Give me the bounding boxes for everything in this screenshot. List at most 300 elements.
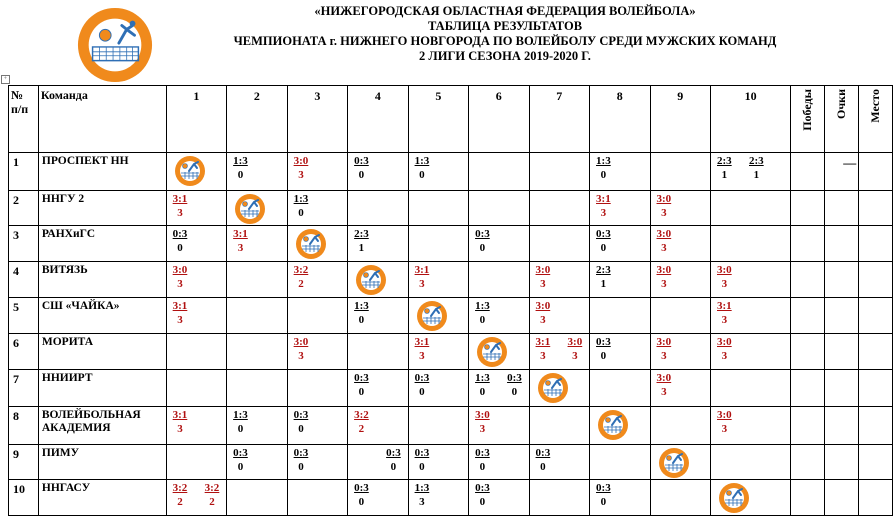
result-cell — [348, 191, 408, 226]
result-cell — [529, 480, 589, 516]
volleyball-icon — [174, 155, 206, 187]
col-header-opponent: 8 — [590, 86, 650, 153]
col-header-opponent: 6 — [469, 86, 529, 153]
result-cell — [650, 191, 710, 226]
set-score: 3:1 — [414, 264, 430, 276]
result-cell — [408, 370, 468, 407]
match-score — [536, 300, 551, 326]
match-score — [475, 228, 490, 254]
match-points: 0 — [298, 423, 304, 435]
match-score — [596, 482, 611, 508]
match-points: 0 — [419, 386, 425, 398]
match-score — [173, 409, 188, 435]
result-cell — [529, 407, 589, 445]
table-row — [9, 445, 893, 480]
set-score: 3:0 — [656, 264, 672, 276]
match-points: 0 — [390, 461, 397, 473]
match-score — [596, 336, 611, 362]
col-header-team: Команда — [38, 86, 166, 153]
result-cell — [348, 445, 408, 480]
points-cell — [825, 370, 859, 407]
match-score — [749, 155, 764, 181]
match-score — [717, 409, 732, 435]
row-number: 10 — [9, 480, 39, 516]
result-cell — [287, 334, 347, 370]
set-score: 1:3 — [596, 155, 611, 167]
result-cell — [227, 334, 287, 370]
match-score — [475, 372, 490, 398]
row-number: 2 — [9, 191, 39, 226]
wins-cell — [791, 226, 825, 262]
result-cell — [590, 407, 650, 445]
set-score: 3:0 — [475, 409, 490, 421]
results-body — [9, 153, 893, 516]
set-score: 0:3 — [354, 372, 369, 384]
wins-cell — [791, 262, 825, 298]
points-cell — [825, 191, 859, 226]
match-score — [205, 482, 220, 508]
col-header-num: № п/п — [9, 86, 39, 153]
match-points: 3 — [600, 207, 607, 219]
team-name: ННГУ 2 — [38, 191, 166, 226]
wins-cell — [791, 153, 825, 191]
points-cell — [825, 226, 859, 262]
set-score: 2:3 — [596, 264, 611, 276]
table-row — [9, 153, 893, 191]
match-points: 2 — [209, 496, 215, 508]
match-points: 0 — [600, 496, 607, 508]
match-score — [536, 447, 551, 473]
set-score: 3:1 — [172, 193, 188, 205]
match-points: 3 — [177, 207, 183, 219]
result-cell — [166, 298, 226, 334]
wins-cell — [791, 334, 825, 370]
header-title: «НИЖЕГОРОДСКАЯ ОБЛАСТНАЯ ФЕДЕРАЦИЯ ВОЛЕЙБОЛА» — [314, 4, 696, 18]
result-cell — [650, 480, 710, 516]
result-cell — [529, 298, 589, 334]
place-cell — [859, 153, 893, 191]
result-cell — [650, 153, 710, 191]
match-score — [717, 264, 732, 290]
result-cell — [469, 298, 529, 334]
set-score: 3:1 — [233, 228, 248, 240]
match-score — [475, 300, 490, 326]
result-cell — [408, 445, 468, 480]
result-cell — [227, 191, 287, 226]
match-score — [657, 336, 672, 362]
header-championship: ЧЕМПИОНАТА г. НИЖНЕГО НОВГОРОДА ПО ВОЛЕЙБОЛУ СРЕДИ МУЖСКИХ КОМАНД — [233, 34, 777, 48]
result-cell — [711, 370, 791, 407]
set-score: 0:3 — [172, 228, 188, 240]
match-points: 0 — [479, 386, 486, 398]
match-score — [173, 264, 188, 290]
match-points: 0 — [600, 350, 607, 362]
result-cell — [469, 153, 529, 191]
team-name: ВОЛЕЙБОЛЬНАЯ АКАДЕМИЯ — [38, 407, 166, 445]
match-score — [233, 155, 248, 181]
result-cell — [590, 370, 650, 407]
set-score: 3:0 — [535, 300, 551, 312]
match-score — [596, 193, 611, 219]
col-header-place: Место — [859, 86, 893, 153]
match-points: 3 — [177, 314, 183, 326]
result-cell — [166, 334, 226, 370]
result-cell — [348, 298, 408, 334]
row-number: 9 — [9, 445, 39, 480]
match-points: 3 — [661, 278, 667, 290]
row-number: 5 — [9, 298, 39, 334]
result-cell — [590, 334, 650, 370]
set-score: 0:3 — [596, 482, 611, 494]
match-score — [415, 155, 430, 181]
match-points: 0 — [419, 461, 425, 473]
place-cell — [859, 226, 893, 262]
match-points: 3 — [419, 350, 425, 362]
set-score: 2:3 — [354, 228, 369, 240]
set-score: 3:0 — [656, 228, 672, 240]
row-number: 6 — [9, 334, 39, 370]
result-cell — [348, 370, 408, 407]
wins-cell — [791, 480, 825, 516]
result-cell — [650, 262, 710, 298]
result-cell — [408, 407, 468, 445]
match-points: 0 — [479, 496, 486, 508]
match-points: 3 — [540, 278, 546, 290]
result-cell — [227, 262, 287, 298]
match-score — [596, 264, 611, 290]
place-cell — [859, 480, 893, 516]
result-cell — [287, 153, 347, 191]
result-cell — [408, 191, 468, 226]
result-cell — [590, 153, 650, 191]
result-cell — [650, 226, 710, 262]
match-score — [173, 300, 188, 326]
set-score: 0:3 — [354, 482, 369, 494]
table-move-handle-icon[interactable]: + — [1, 75, 10, 84]
set-score: 0:3 — [475, 228, 490, 240]
match-points: 0 — [237, 169, 244, 181]
match-score — [717, 300, 732, 326]
match-points: 3 — [298, 169, 304, 181]
set-score: 3:2 — [354, 409, 369, 421]
match-score — [354, 409, 369, 435]
result-cell — [408, 334, 468, 370]
place-cell — [859, 407, 893, 445]
result-cell — [590, 445, 650, 480]
team-name: МОРИТА — [38, 334, 166, 370]
header-subtitle: ТАБЛИЦА РЕЗУЛЬТАТОВ — [427, 19, 583, 33]
match-points: 0 — [298, 461, 304, 473]
match-points: 3 — [419, 496, 425, 508]
team-name: ННГАСУ — [38, 480, 166, 516]
result-cell — [287, 226, 347, 262]
result-cell — [287, 370, 347, 407]
result-cell — [408, 298, 468, 334]
set-score: 3:1 — [535, 336, 551, 348]
match-points: 0 — [419, 169, 425, 181]
results-table — [8, 85, 893, 516]
result-cell — [469, 334, 529, 370]
table-row — [9, 262, 893, 298]
match-score — [596, 155, 611, 181]
points-cell — [825, 153, 859, 191]
match-points: 3 — [177, 278, 183, 290]
match-points: 0 — [358, 314, 365, 326]
team-name: ННИИРТ — [38, 370, 166, 407]
match-score — [415, 264, 430, 290]
match-score — [536, 336, 551, 362]
result-cell — [711, 153, 791, 191]
match-score — [354, 228, 369, 254]
result-cell — [590, 262, 650, 298]
match-points: 3 — [479, 423, 486, 435]
table-row — [9, 407, 893, 445]
set-score: 0:3 — [475, 482, 490, 494]
result-cell — [469, 226, 529, 262]
set-score: 1:3 — [475, 300, 490, 312]
match-score — [507, 372, 522, 398]
place-cell — [859, 262, 893, 298]
result-cell — [650, 445, 710, 480]
match-points: 3 — [721, 423, 728, 435]
match-points: 3 — [721, 278, 728, 290]
table-header-row — [9, 86, 893, 153]
match-score — [173, 193, 188, 219]
result-cell — [227, 445, 287, 480]
match-score — [354, 155, 369, 181]
place-cell — [859, 298, 893, 334]
match-points: 1 — [358, 242, 365, 254]
place-cell — [859, 191, 893, 226]
set-score: 3:0 — [535, 264, 551, 276]
col-header-opponent: 2 — [227, 86, 287, 153]
set-score: 3:0 — [717, 264, 732, 276]
page-header — [160, 4, 850, 64]
result-cell — [650, 407, 710, 445]
col-header-opponent: 3 — [287, 86, 347, 153]
points-value: — — [843, 155, 857, 170]
set-score: 0:3 — [386, 447, 401, 459]
result-cell — [408, 262, 468, 298]
match-score — [386, 447, 401, 473]
result-cell — [227, 370, 287, 407]
set-score: 0:3 — [535, 447, 551, 459]
result-cell — [348, 153, 408, 191]
set-score: 1:3 — [475, 372, 490, 384]
set-score: 0:3 — [596, 336, 611, 348]
row-number: 3 — [9, 226, 39, 262]
set-score: 1:3 — [233, 409, 248, 421]
set-score: 3:1 — [172, 409, 188, 421]
result-cell — [287, 407, 347, 445]
result-cell — [590, 298, 650, 334]
result-cell — [408, 153, 468, 191]
points-cell — [825, 480, 859, 516]
result-cell — [408, 480, 468, 516]
match-points: 0 — [479, 461, 486, 473]
team-name: ВИТЯЗЬ — [38, 262, 166, 298]
match-score — [294, 447, 309, 473]
table-row — [9, 298, 893, 334]
set-score: 1:3 — [414, 482, 430, 494]
set-score: 1:3 — [293, 193, 309, 205]
result-cell — [287, 191, 347, 226]
wins-cell — [791, 191, 825, 226]
result-cell — [469, 370, 529, 407]
result-cell — [650, 298, 710, 334]
place-cell — [859, 370, 893, 407]
federation-logo-icon — [76, 6, 154, 84]
volleyball-icon — [658, 447, 690, 479]
match-score — [475, 447, 490, 473]
points-cell — [825, 407, 859, 445]
result-cell — [529, 262, 589, 298]
result-cell — [227, 298, 287, 334]
match-points: 0 — [511, 386, 518, 398]
result-cell — [166, 407, 226, 445]
match-points: 3 — [419, 278, 425, 290]
result-cell — [711, 226, 791, 262]
match-score — [657, 372, 672, 398]
match-score — [294, 264, 309, 290]
result-cell — [287, 480, 347, 516]
result-cell — [227, 226, 287, 262]
match-score — [294, 336, 309, 362]
result-cell — [287, 262, 347, 298]
table-row — [9, 370, 893, 407]
result-cell — [348, 262, 408, 298]
set-score: 3:0 — [567, 336, 583, 348]
match-score — [233, 447, 248, 473]
match-points: 0 — [358, 496, 365, 508]
result-cell — [711, 298, 791, 334]
match-points: 0 — [358, 169, 365, 181]
table-row — [9, 191, 893, 226]
set-score: 0:3 — [414, 372, 430, 384]
match-score — [415, 447, 430, 473]
result-cell — [469, 407, 529, 445]
points-cell — [825, 262, 859, 298]
result-cell — [711, 480, 791, 516]
result-cell — [469, 262, 529, 298]
result-cell — [227, 407, 287, 445]
col-header-wins: Победы — [791, 86, 825, 153]
match-score — [657, 228, 672, 254]
match-score — [415, 482, 430, 508]
match-score — [233, 228, 248, 254]
set-score: 3:1 — [172, 300, 188, 312]
match-score — [415, 372, 430, 398]
set-score: 3:0 — [656, 336, 672, 348]
col-header-opponent: 5 — [408, 86, 468, 153]
set-score: 3:0 — [717, 336, 732, 348]
result-cell — [287, 298, 347, 334]
result-cell — [469, 445, 529, 480]
result-cell — [348, 480, 408, 516]
col-header-opponent: 10 — [711, 86, 791, 153]
set-score: 0:3 — [233, 447, 248, 459]
volleyball-icon — [718, 482, 750, 514]
match-score — [657, 264, 672, 290]
result-cell — [469, 480, 529, 516]
result-cell — [166, 191, 226, 226]
match-points: 0 — [479, 242, 486, 254]
match-points: 3 — [661, 350, 667, 362]
set-score: 0:3 — [596, 228, 611, 240]
match-points: 1 — [753, 169, 760, 181]
match-points: 0 — [540, 461, 546, 473]
match-points: 0 — [600, 242, 607, 254]
set-score: 2:3 — [749, 155, 764, 167]
team-name: ПРОСПЕКТ НН — [38, 153, 166, 191]
set-score: 0:3 — [354, 155, 369, 167]
result-cell — [166, 480, 226, 516]
result-cell — [650, 370, 710, 407]
match-points: 0 — [600, 169, 607, 181]
match-score — [475, 409, 490, 435]
set-score: 2:3 — [717, 155, 732, 167]
volleyball-icon — [234, 193, 266, 225]
wins-cell — [791, 298, 825, 334]
match-points: 3 — [661, 386, 667, 398]
result-cell — [650, 334, 710, 370]
volleyball-icon — [597, 409, 629, 441]
set-score: 1:3 — [233, 155, 248, 167]
result-cell — [348, 226, 408, 262]
match-points: 1 — [600, 278, 607, 290]
result-cell — [166, 370, 226, 407]
set-score: 3:2 — [204, 482, 220, 494]
volleyball-icon — [476, 336, 508, 368]
match-score — [415, 336, 430, 362]
table-row — [9, 334, 893, 370]
result-cell — [711, 191, 791, 226]
table-row — [9, 480, 893, 516]
set-score: 3:0 — [717, 409, 732, 421]
header-season: 2 ЛИГИ СЕЗОНА 2019-2020 Г. — [419, 49, 591, 63]
points-cell — [825, 445, 859, 480]
set-score: 0:3 — [507, 372, 522, 384]
wins-cell — [791, 370, 825, 407]
set-score: 1:3 — [414, 155, 430, 167]
match-points: 0 — [177, 242, 183, 254]
points-cell — [825, 298, 859, 334]
match-points: 0 — [479, 314, 486, 326]
result-cell — [469, 191, 529, 226]
set-score: 3:1 — [414, 336, 430, 348]
result-cell — [590, 480, 650, 516]
volleyball-icon — [295, 228, 327, 260]
col-header-points: Очки — [825, 86, 859, 153]
result-cell — [711, 334, 791, 370]
result-cell — [166, 153, 226, 191]
match-score — [354, 482, 369, 508]
result-cell — [166, 262, 226, 298]
set-score: 0:3 — [293, 409, 309, 421]
table-row — [9, 226, 893, 262]
match-points: 0 — [237, 461, 244, 473]
match-points: 3 — [661, 242, 667, 254]
match-score — [568, 336, 583, 362]
set-score: 0:3 — [414, 447, 430, 459]
match-score — [717, 336, 732, 362]
set-score: 3:0 — [656, 193, 672, 205]
result-cell — [227, 480, 287, 516]
row-number: 1 — [9, 153, 39, 191]
row-number: 8 — [9, 407, 39, 445]
result-cell — [529, 226, 589, 262]
set-score: 3:2 — [172, 482, 188, 494]
